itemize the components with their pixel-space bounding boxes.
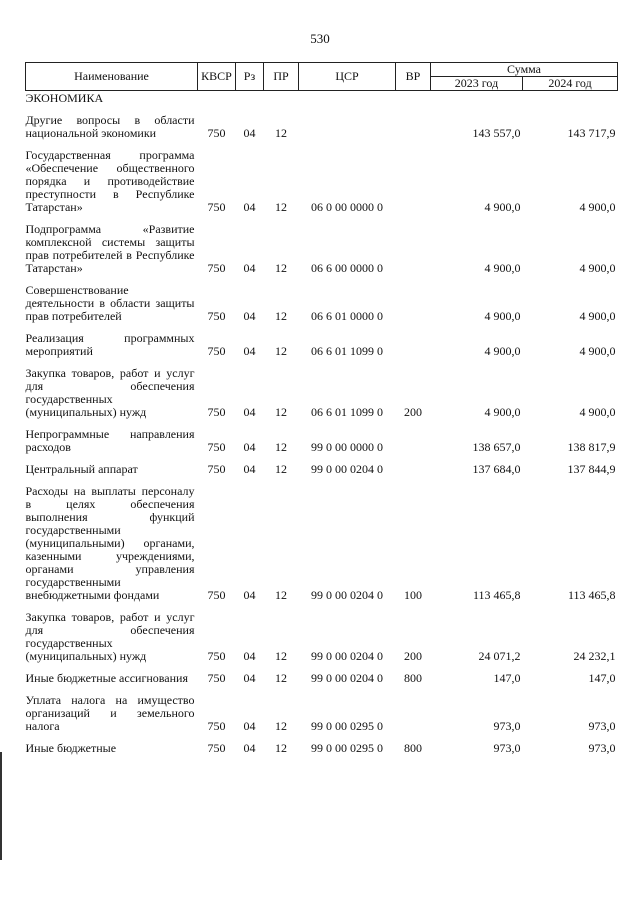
row-pr: 12 [275,671,287,685]
row-vr: 200 [404,405,422,419]
table-row [26,454,618,476]
row-csr: 99 0 00 0000 0 [311,440,383,454]
row-sum-2023: 143 557,0 [472,126,521,140]
header-pr: ПР [264,63,299,91]
row-sum-2024: 147,0 [588,671,616,685]
row-rz: 04 [243,309,256,323]
row-sum-2024: 137 844,9 [567,462,616,476]
row-kvsr: 750 [207,126,226,140]
row-csr: 06 6 00 0000 0 [311,261,383,275]
row-sum-2024: 4 900,0 [579,261,616,275]
row-pr: 12 [275,588,287,602]
row-rz: 04 [243,344,256,358]
margin-rule [0,752,2,860]
table-header [26,63,618,91]
row-kvsr [198,91,236,106]
row-pr: 12 [275,126,287,140]
row-vr [396,140,431,214]
table-row [26,140,618,214]
row-kvsr: 750 [207,261,226,275]
row-sum-2023: 4 900,0 [484,309,521,323]
budget-table [25,62,618,755]
row-name: Закупка товаров, работ и услуг для обеспечения государственных (муниципальных) нужд [25,610,195,663]
row-sum-2023: 137 684,0 [472,462,521,476]
row-rz: 04 [243,126,256,140]
row-sum-2024: 973,0 [588,741,616,755]
table-row [26,275,618,323]
row-rz: 04 [243,200,256,214]
row-rz: 04 [243,405,256,419]
row-name: Государственная программа «Обеспечение общественного порядка и противодействие преступности в Республике Татарстан» [25,148,195,214]
row-csr: 06 6 01 0000 0 [311,309,383,323]
row-name: Другие вопросы в области национальной экономики [25,113,195,140]
row-csr: 99 0 00 0295 0 [311,719,383,733]
row-vr [396,323,431,358]
row-kvsr: 750 [207,588,226,602]
table-row [26,733,618,755]
row-name: Иные бюджетные [25,741,117,755]
row-vr: 800 [404,671,422,685]
row-sum-2023: 24 071,2 [478,649,521,663]
row-pr: 12 [275,261,287,275]
row-sum-2023: 147,0 [493,671,521,685]
row-vr [396,419,431,454]
row-pr: 12 [275,462,287,476]
row-sum-2023: 973,0 [493,719,521,733]
row-sum-2023: 138 657,0 [472,440,521,454]
row-pr: 12 [275,405,287,419]
row-sum-2024: 4 900,0 [579,405,616,419]
row-pr: 12 [275,344,287,358]
table-row [26,663,618,685]
row-kvsr: 750 [207,741,226,755]
row-rz: 04 [243,588,256,602]
row-name: Реализация программных мероприятий [25,331,195,358]
header-year-2023: 2023 год [431,77,523,91]
row-csr: 99 0 00 0204 0 [311,649,383,663]
table-row [26,419,618,454]
row-name: Закупка товаров, работ и услуг для обеспечения государственных (муниципальных) нужд [25,366,195,419]
header-kvsr: КВСР [198,63,236,91]
table-body [26,91,618,756]
row-name: Непрограммные направления расходов [25,427,195,454]
header-csr: ЦСР [299,63,396,91]
row-vr: 200 [404,649,422,663]
row-sum-2024: 973,0 [588,719,616,733]
table-row [26,358,618,419]
row-csr: 99 0 00 0204 0 [311,462,383,476]
row-vr [396,454,431,476]
row-kvsr: 750 [207,440,226,454]
row-csr: 99 0 00 0295 0 [311,741,383,755]
row-pr: 12 [275,440,287,454]
table-row [26,602,618,663]
row-csr [299,91,396,106]
row-name: Иные бюджетные ассигнования [25,671,188,685]
table-row [26,214,618,275]
row-name: Подпрограмма «Развитие комплексной системы защиты прав потребителей в Республике Татарстан» [25,222,195,275]
header-rz: Рз [236,63,264,91]
header-year-2024: 2024 год [523,77,618,91]
row-pr: 12 [275,649,287,663]
row-sum-2024: 4 900,0 [579,200,616,214]
page-number: 530 [310,31,330,46]
table-row [26,91,618,106]
row-kvsr: 750 [207,671,226,685]
row-pr: 12 [275,200,287,214]
row-pr [264,91,299,106]
header-sum: Сумма [431,63,618,77]
row-pr: 12 [275,719,287,733]
row-rz: 04 [243,649,256,663]
row-name: Уплата налога на имущество организаций и земельного налога [25,693,195,733]
row-pr: 12 [275,741,287,755]
row-sum-2023: 4 900,0 [484,405,521,419]
row-rz: 04 [243,671,256,685]
row-sum-2023: 113 465,8 [472,588,521,602]
row-kvsr: 750 [207,344,226,358]
row-rz: 04 [243,741,256,755]
table-row [26,685,618,733]
row-csr: 06 6 01 1099 0 [311,344,383,358]
row-sum-2024: 24 232,1 [573,649,616,663]
row-kvsr: 750 [207,649,226,663]
row-sum-2024: 113 465,8 [567,588,616,602]
row-sum-2024: 4 900,0 [579,309,616,323]
row-rz: 04 [243,440,256,454]
table-row [26,105,618,140]
row-vr [396,685,431,733]
row-vr [396,91,431,106]
row-sum-2024: 4 900,0 [579,344,616,358]
row-rz [236,91,264,106]
row-kvsr: 750 [207,200,226,214]
row-pr: 12 [275,309,287,323]
row-csr [299,105,396,140]
table-row [26,323,618,358]
header-name: Наименование [26,63,198,91]
row-csr: 06 6 01 1099 0 [311,405,383,419]
row-sum-2023: 4 900,0 [484,261,521,275]
row-csr: 99 0 00 0204 0 [311,671,383,685]
row-kvsr: 750 [207,719,226,733]
row-name: Совершенствование деятельности в области защиты прав потребителей [25,283,195,323]
row-kvsr: 750 [207,309,226,323]
row-sum-2023 [431,91,523,106]
row-sum-2023: 4 900,0 [484,344,521,358]
row-vr: 100 [404,588,422,602]
row-kvsr: 750 [207,405,226,419]
row-rz: 04 [243,261,256,275]
row-rz: 04 [243,719,256,733]
row-kvsr: 750 [207,462,226,476]
row-vr [396,275,431,323]
row-sum-2023: 973,0 [493,741,521,755]
row-name: Расходы на выплаты персоналу в целях обеспечения выполнения функций государственными (муниципальными) органами, казенными учреждениями, органами управления государственными внебюджетными фондами [25,484,195,602]
row-sum-2024: 138 817,9 [567,440,616,454]
row-sum-2024: 143 717,9 [567,126,616,140]
row-vr [396,214,431,275]
row-sum-2024 [523,91,618,106]
row-name: ЭКОНОМИКА [25,91,104,105]
row-rz: 04 [243,462,256,476]
row-vr [396,105,431,140]
table-row [26,476,618,602]
row-csr: 06 0 00 0000 0 [311,200,383,214]
row-vr: 800 [404,741,422,755]
row-name: Центральный аппарат [25,462,138,476]
header-vr: ВР [396,63,431,91]
row-csr: 99 0 00 0204 0 [311,588,383,602]
row-sum-2023: 4 900,0 [484,200,521,214]
